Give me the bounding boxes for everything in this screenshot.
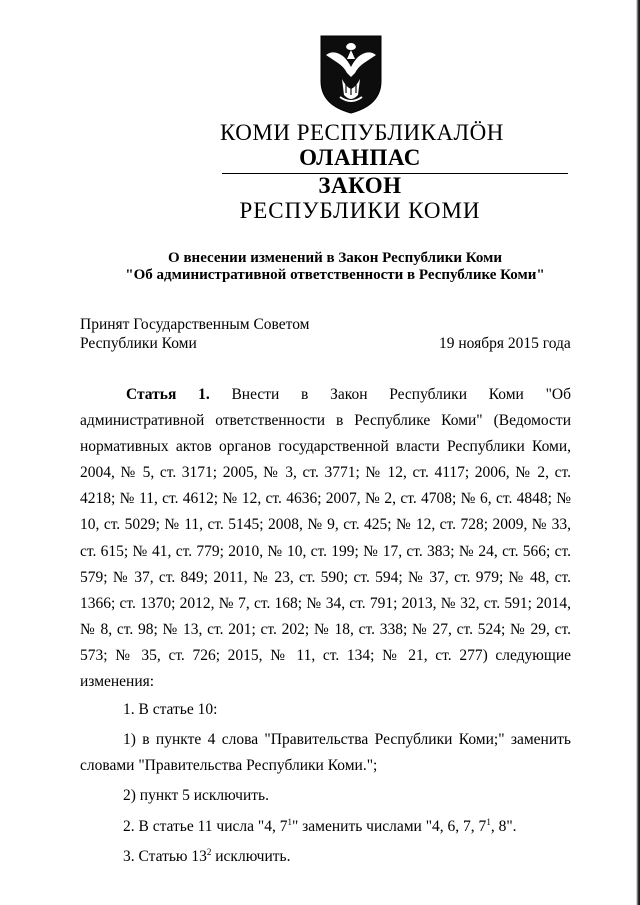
item-3 <box>80 844 571 870</box>
article-1-heading: Статья 1. <box>126 386 210 403</box>
law-title-line-2: "Об административной ответственности в Республике Коми" <box>125 267 545 283</box>
adoption-line-2: Республики Коми <box>80 335 197 352</box>
item-3-superscript: 2 <box>206 846 212 857</box>
header-republic-line: РЕСПУБЛИКИ КОМИ <box>239 198 481 223</box>
item-2-part-a: 2. В статье 11 числа "4, 7 <box>123 817 288 835</box>
item-2-superscript-1: 1 <box>287 816 292 827</box>
article-1-text: Внести в Закон Республики Коми "Об административной ответственности в Республике Коми" (Ведомости нормативных актов органов государственной власти Республики Коми, 2004, № 5, ст. 3171; 2005, № 3, ст. 3771; № 12, ст. 4117; 2006, № 2, ст. 4218; № 11, ст. 4612; № 12, ст. 4636; 2007, № 2, ст. 4708; № 6, ст. 4848; № 10, ст. 5029; № 11, ст. 5145; 2008, № 9, ст. 425; № 12, ст. 728; 2009, № 33, ст. 615; № 41, ст. 779; 2010, № 10, ст. 199; № 17, ст. 383; № 24, ст. 566; ст. 579; № 37, ст. 849; 2011, № 23, ст. 590; ст. 594; № 37, ст. 979; № 48, ст. 1366; ст. 1370; 2012, № 7, ст. 168; № 34, ст. 791; 2013, № 32, ст. 591; 2014, № 8, ст. 98; № 13, ст. 201; ст. 202; № 18, ст. 338; № 27, ст. 524; № 29, ст. 573; № 35, ст. 726; 2015, № 11, ст. 134; № 21, ст. 277) следующие изменения: <box>80 386 571 691</box>
header-olanpas: ОЛАНПАС <box>299 145 421 170</box>
header-zakon: ЗАКОН <box>318 173 402 198</box>
item-3-part-b: исключить. <box>211 847 291 865</box>
law-title-line-1: О внесении изменений в Закон Республики Коми <box>168 250 502 266</box>
header-komi-line: КОМИ РЕСПУБЛИКАЛÖН <box>220 120 504 145</box>
article-1-paragraph <box>80 382 571 695</box>
item-2-part-c: , 8". <box>490 817 517 835</box>
item-3-part-a: 3. Статью 13 <box>123 847 207 865</box>
item-2-superscript-2: 1 <box>486 816 491 827</box>
item-1: 1. В статье 10: <box>123 701 218 719</box>
scan-edge-shadow <box>636 0 640 905</box>
item-2-part-b: " заменить числами "4, 6, 7, 7 <box>291 817 487 835</box>
komi-coat-of-arms-icon <box>318 33 384 115</box>
item-2 <box>80 814 571 840</box>
adoption-date: 19 ноября 2015 года <box>439 335 571 352</box>
law-body <box>80 382 571 870</box>
adoption-line-1: Принят Государственным Советом <box>80 316 310 333</box>
item-1-subitem-2: 2) пункт 5 исключить. <box>123 787 269 805</box>
item-1-subitem-1: 1) в пункте 4 слова "Правительства Республики Коми;" заменить словами "Правительства Республики Коми."; <box>80 731 571 775</box>
